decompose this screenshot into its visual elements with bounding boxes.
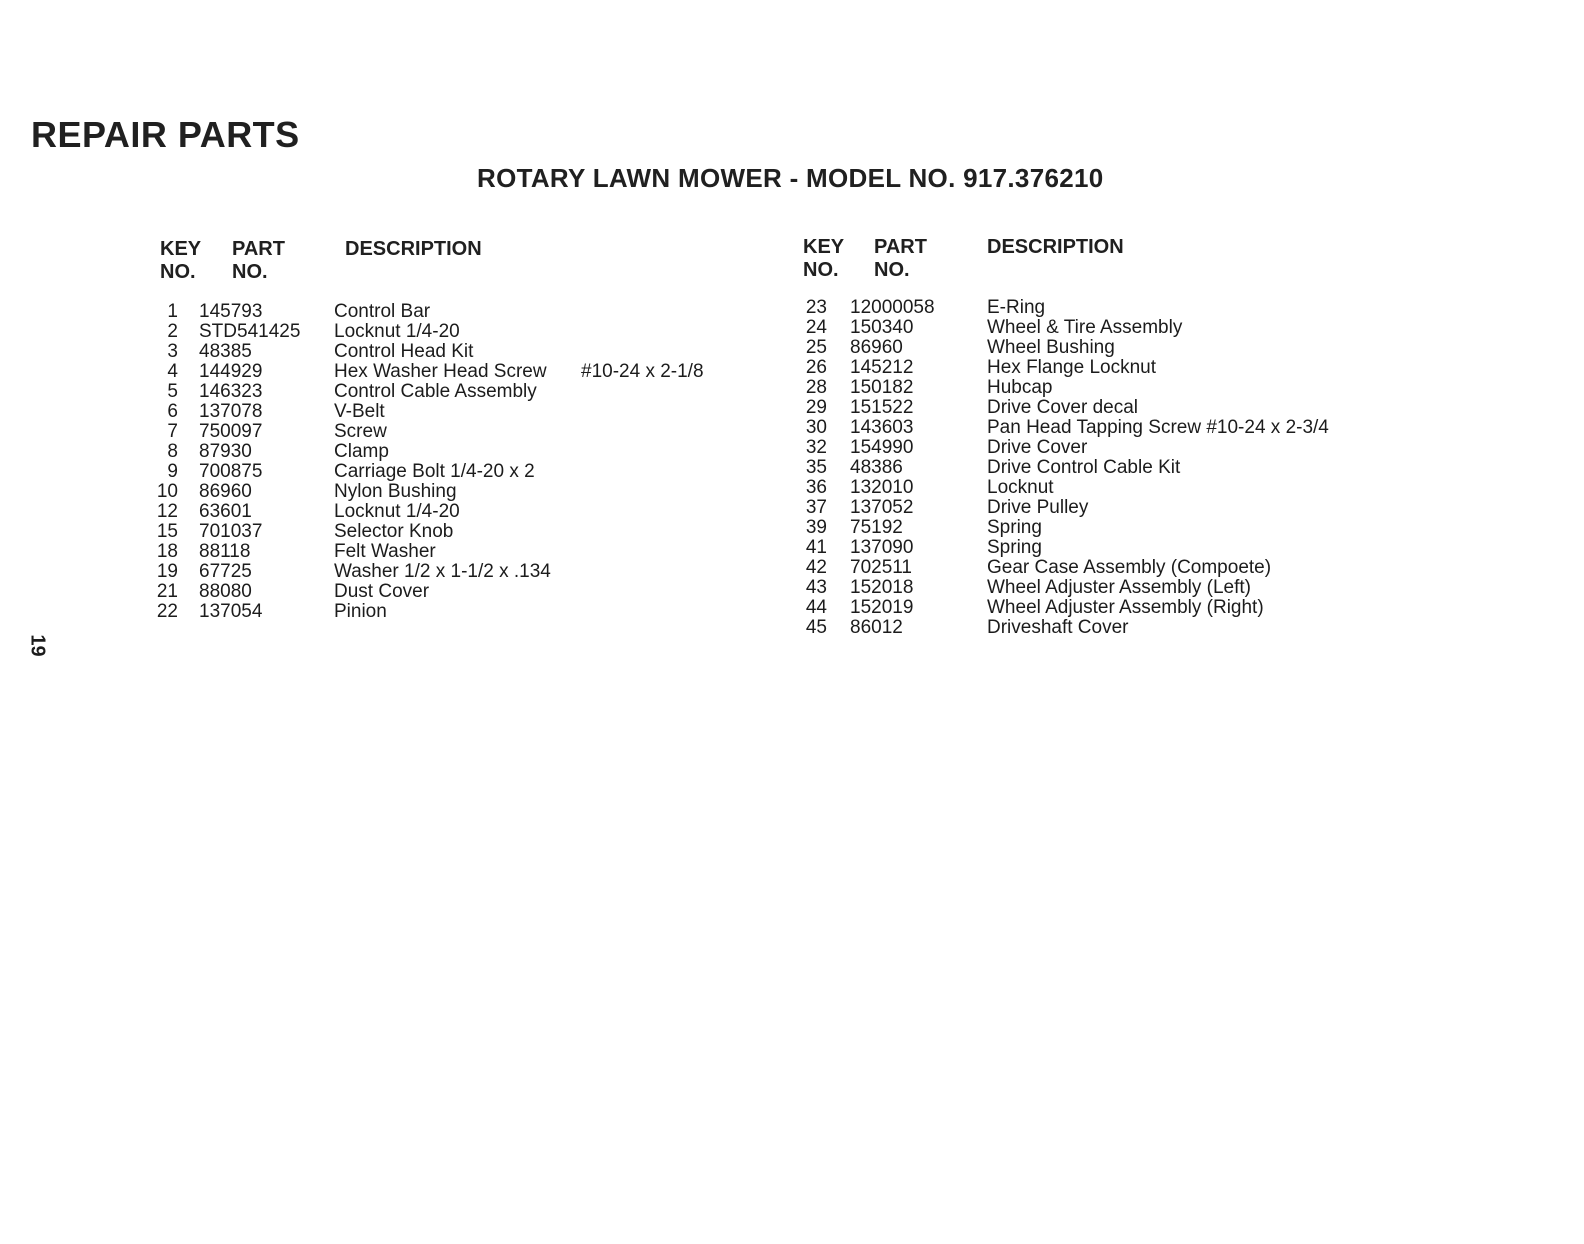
left-key-header: [160, 238, 201, 284]
part-description: Pinion: [334, 601, 387, 622]
part-description: Hex Washer Head Screw: [334, 361, 547, 382]
key-number: 6: [167, 401, 178, 422]
part-row: [0, 298, 1584, 318]
part-row: [0, 598, 1584, 618]
part-description: Hubcap: [987, 377, 1053, 398]
part-number: 700875: [199, 461, 263, 482]
part-row: [0, 478, 1584, 498]
page-subtitle: ROTARY LAWN MOWER - MODEL NO. 917.376210: [477, 163, 1104, 193]
part-description: E-Ring: [987, 297, 1046, 318]
part-description: Wheel & Tire Assembly: [987, 317, 1183, 338]
part-description: Drive Control Cable Kit: [987, 457, 1181, 478]
part-row: [0, 338, 1584, 358]
part-row: [0, 318, 1584, 338]
key-number: 39: [805, 517, 827, 538]
left-part-header: [232, 238, 285, 284]
part-number: 48385: [199, 341, 252, 362]
part-number: 151522: [850, 397, 914, 418]
part-number: 750097: [199, 421, 263, 442]
part-number: 63601: [199, 501, 252, 522]
part-number: 12000058: [850, 297, 935, 318]
part-row: [0, 378, 1584, 398]
key-number: 4: [167, 361, 178, 382]
key-number: 5: [167, 381, 178, 402]
left-key-header-line1: KEY: [160, 238, 202, 260]
part-description: Clamp: [334, 441, 389, 462]
part-description: Screw: [334, 421, 387, 442]
key-number: 26: [805, 357, 827, 378]
part-description: Drive Cover: [987, 437, 1088, 458]
part-row: [0, 518, 1584, 538]
part-number: 144929: [199, 361, 263, 382]
part-number: 88118: [199, 541, 251, 562]
part-description: Locknut 1/4-20: [334, 501, 460, 522]
key-number: 42: [805, 557, 827, 578]
part-number: 145212: [850, 357, 914, 378]
part-row: [0, 538, 1584, 558]
part-row: [0, 498, 1584, 518]
left-part-header-line2: NO.: [232, 261, 268, 283]
key-number: 7: [167, 421, 178, 442]
part-number: 67725: [199, 561, 252, 582]
key-number: 1: [167, 301, 178, 322]
key-number: 35: [805, 457, 827, 478]
left-part-header-line1: PART: [232, 238, 285, 260]
part-description: Drive Cover decal: [987, 397, 1138, 418]
part-row: [0, 398, 1584, 418]
left-description-header: DESCRIPTION: [345, 238, 482, 260]
part-number: 145793: [199, 301, 263, 322]
key-number: 29: [805, 397, 827, 418]
part-number: 137054: [199, 601, 263, 622]
part-description: V-Belt: [334, 401, 385, 422]
key-number: 45: [805, 617, 827, 638]
part-row: [0, 618, 1584, 638]
part-number: 86960: [850, 337, 903, 358]
part-number: 150340: [850, 317, 914, 338]
part-number: 701037: [199, 521, 263, 542]
key-number: 32: [805, 437, 827, 458]
part-spec: #10-24 x 2-1/8: [581, 361, 704, 382]
key-number: 8: [167, 441, 178, 462]
key-number: 2: [167, 321, 178, 342]
part-number: 86960: [199, 481, 252, 502]
right-part-header: [874, 236, 927, 282]
part-number: 150182: [850, 377, 914, 398]
part-number: 137078: [199, 401, 263, 422]
part-description: Selector Knob: [334, 521, 454, 542]
part-description: Locknut: [987, 477, 1054, 498]
part-number: STD541425: [199, 321, 301, 342]
part-row: [0, 578, 1584, 598]
part-description: Gear Case Assembly (Compoete): [987, 557, 1272, 578]
part-description: Dust Cover: [334, 581, 430, 602]
key-number: 36: [805, 477, 827, 498]
key-number: 12: [156, 501, 178, 522]
part-number: 86012: [850, 617, 903, 638]
page-heading: REPAIR PARTS: [31, 114, 300, 155]
key-number: 18: [156, 541, 178, 562]
right-description-header: DESCRIPTION: [987, 236, 1124, 258]
page-number: 19: [26, 634, 49, 657]
key-number: 30: [805, 417, 827, 438]
key-number: 21: [156, 581, 178, 602]
key-number: 44: [805, 597, 827, 618]
part-number: 146323: [199, 381, 263, 402]
left-key-header-line2: NO.: [160, 261, 196, 283]
part-number: 152018: [850, 577, 914, 598]
part-description: Drive Pulley: [987, 497, 1089, 518]
part-description: Nylon Bushing: [334, 481, 457, 502]
part-row: [0, 438, 1584, 458]
part-number: 154990: [850, 437, 914, 458]
part-description: Hex Flange Locknut: [987, 357, 1156, 378]
part-row: [0, 418, 1584, 438]
part-description: Spring: [987, 537, 1042, 558]
part-row: [0, 458, 1584, 478]
part-description: Pan Head Tapping Screw #10-24 x 2-3/4: [987, 417, 1329, 438]
part-number: 137090: [850, 537, 914, 558]
right-part-header-line2: NO.: [874, 259, 910, 281]
key-number: 24: [805, 317, 827, 338]
part-description: Control Head Kit: [334, 341, 474, 362]
right-parts-list: [0, 298, 1584, 638]
part-number: 132010: [850, 477, 914, 498]
key-number: 28: [805, 377, 827, 398]
right-key-header-line1: KEY: [803, 236, 845, 258]
part-row: [0, 358, 1584, 378]
part-number: 87930: [199, 441, 252, 462]
part-description: Wheel Bushing: [987, 337, 1115, 358]
part-description: Control Bar: [334, 301, 431, 322]
part-description: Spring: [987, 517, 1042, 538]
part-row: [0, 558, 1584, 578]
key-number: 41: [805, 537, 827, 558]
key-number: 43: [805, 577, 827, 598]
part-description: Driveshaft Cover: [987, 617, 1129, 638]
part-description: Washer 1/2 x 1-1/2 x .134: [334, 561, 551, 582]
part-number: 152019: [850, 597, 914, 618]
key-number: 15: [156, 521, 178, 542]
part-number: 88080: [199, 581, 252, 602]
part-number: 702511: [850, 557, 912, 578]
key-number: 23: [805, 297, 827, 318]
part-number: 48386: [850, 457, 903, 478]
key-number: 3: [167, 341, 178, 362]
part-description: Control Cable Assembly: [334, 381, 537, 402]
part-description: Wheel Adjuster Assembly (Right): [987, 597, 1264, 618]
part-description: Wheel Adjuster Assembly (Left): [987, 577, 1251, 598]
key-number: 10: [156, 481, 178, 502]
part-number: 75192: [850, 517, 903, 538]
right-key-header-line2: NO.: [803, 259, 839, 281]
part-description: Felt Washer: [334, 541, 436, 562]
part-number: 143603: [850, 417, 914, 438]
key-number: 19: [156, 561, 178, 582]
part-number: 137052: [850, 497, 914, 518]
part-description: Locknut 1/4-20: [334, 321, 460, 342]
key-number: 25: [805, 337, 827, 358]
key-number: 37: [805, 497, 827, 518]
right-key-header: [803, 236, 844, 282]
key-number: 9: [167, 461, 178, 482]
part-description: Carriage Bolt 1/4-20 x 2: [334, 461, 535, 482]
key-number: 22: [156, 601, 178, 622]
right-part-header-line1: PART: [874, 236, 927, 258]
